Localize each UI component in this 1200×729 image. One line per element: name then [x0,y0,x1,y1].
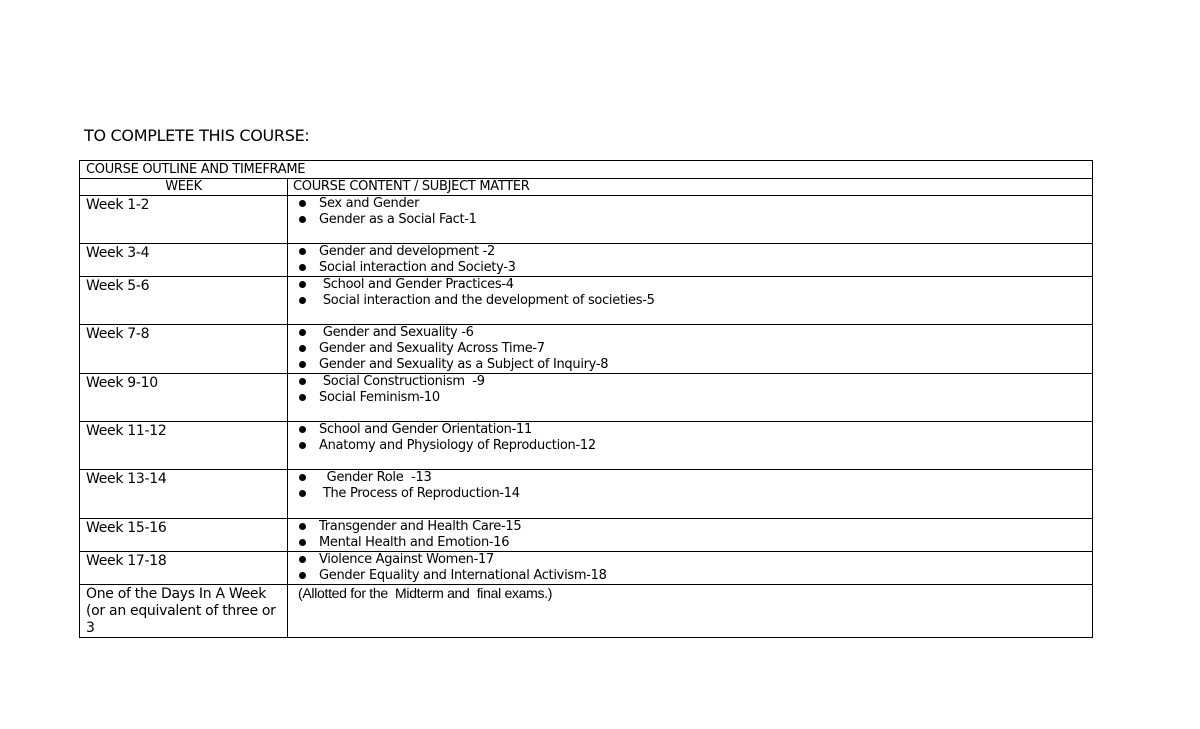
week-cell: Week 5-6 [80,277,288,325]
bullet-icon [299,474,306,481]
bullet-icon [299,394,306,401]
bullet-icon [299,297,306,304]
list-item [288,212,1092,228]
week-cell: Week 1-2 [80,196,288,244]
week-cell: Week 3-4 [80,244,288,277]
content-cell [288,422,1093,470]
bullet-icon [299,345,306,352]
topic-list [288,325,1092,373]
content-cell [288,277,1093,325]
topic-list [288,277,1092,309]
week-cell: One of the Days In A Week (or an equivalent of three or 3 [80,585,288,638]
table-row [80,519,1093,552]
week-cell: Week 15-16 [80,519,288,552]
table-row-exams [80,585,1093,638]
bullet-icon [299,556,306,563]
bullet-icon [299,426,306,433]
content-cell [288,470,1093,519]
content-column-header: COURSE CONTENT / SUBJECT MATTER [288,179,1093,196]
table-row [80,277,1093,325]
week-cell: Week 9-10 [80,374,288,422]
table-row [80,470,1093,519]
table-header-row [80,179,1093,196]
table-row [80,196,1093,244]
list-item [288,341,1092,357]
list-item [288,486,1092,502]
content-cell [288,196,1093,244]
topic-text: School and Gender Orientation-11 [319,422,532,437]
week-cell: Week 7-8 [80,325,288,374]
content-cell [288,374,1093,422]
exam-note: (Allotted for the Midterm and final exams.) [298,585,553,601]
topic-text: Mental Health and Emotion-16 [319,535,510,550]
week-cell: Week 11-12 [80,422,288,470]
topic-text: The Process of Reproduction-14 [319,486,520,501]
content-cell [288,519,1093,552]
topic-text: Social Constructionism -9 [319,374,485,389]
bullet-icon [299,264,306,271]
topic-text: Gender and development -2 [319,244,495,259]
topic-text: Social interaction and the development of societies-5 [319,293,655,308]
list-item [288,357,1092,373]
topic-text: Gender Role -13 [319,470,432,485]
table-row [80,244,1093,277]
list-item [288,293,1092,309]
content-cell [288,325,1093,374]
topic-list [288,422,1092,454]
bullet-icon [299,281,306,288]
week-cell: Week 17-18 [80,552,288,585]
bullet-icon [299,378,306,385]
topic-text: School and Gender Practices-4 [319,277,514,292]
topic-list [288,196,1092,228]
list-item [288,196,1092,212]
table-title-row [80,161,1093,179]
table-title: COURSE OUTLINE AND TIMEFRAME [80,161,1093,179]
topic-list [288,244,1092,276]
table-row [80,325,1093,374]
topic-text: Gender and Sexuality Across Time-7 [319,341,545,356]
list-item [288,277,1092,293]
topic-text: Gender and Sexuality -6 [319,325,474,340]
week-cell: Week 13-14 [80,470,288,519]
bullet-icon [299,248,306,255]
topic-text: Gender and Sexuality as a Subject of Inquiry-8 [319,357,609,372]
content-cell [288,585,1093,638]
topic-text: Violence Against Women-17 [319,552,494,567]
list-item [288,325,1092,341]
list-item [288,470,1092,486]
course-outline-table [79,160,1093,638]
topic-text: Sex and Gender [319,196,420,211]
list-item [288,422,1092,438]
bullet-icon [299,361,306,368]
list-item [288,260,1092,276]
topic-text: Gender Equality and International Activism-18 [319,568,607,583]
list-item [288,438,1092,454]
topic-text: Social interaction and Society-3 [319,260,516,275]
bullet-icon [299,442,306,449]
page-heading: TO COMPLETE THIS COURSE: [84,126,310,145]
bullet-icon [299,523,306,530]
topic-list [288,470,1092,502]
list-item [288,374,1092,390]
table-row [80,374,1093,422]
list-item [288,390,1092,406]
topic-text: Gender as a Social Fact-1 [319,212,477,227]
list-item [288,535,1092,551]
topic-text: Social Feminism-10 [319,390,440,405]
content-cell [288,244,1093,277]
list-item [288,552,1092,568]
bullet-icon [299,539,306,546]
table-row [80,552,1093,585]
table-row [80,422,1093,470]
list-item [288,568,1092,584]
list-item [288,519,1092,535]
topic-list [288,552,1092,584]
content-cell [288,552,1093,585]
bullet-icon [299,200,306,207]
week-column-header: WEEK [80,179,288,196]
bullet-icon [299,490,306,497]
topic-list [288,374,1092,406]
topic-text: Transgender and Health Care-15 [319,519,522,534]
bullet-icon [299,329,306,336]
topic-text: Anatomy and Physiology of Reproduction-12 [319,438,596,453]
bullet-icon [299,572,306,579]
topic-list [288,519,1092,551]
bullet-icon [299,216,306,223]
list-item [288,244,1092,260]
